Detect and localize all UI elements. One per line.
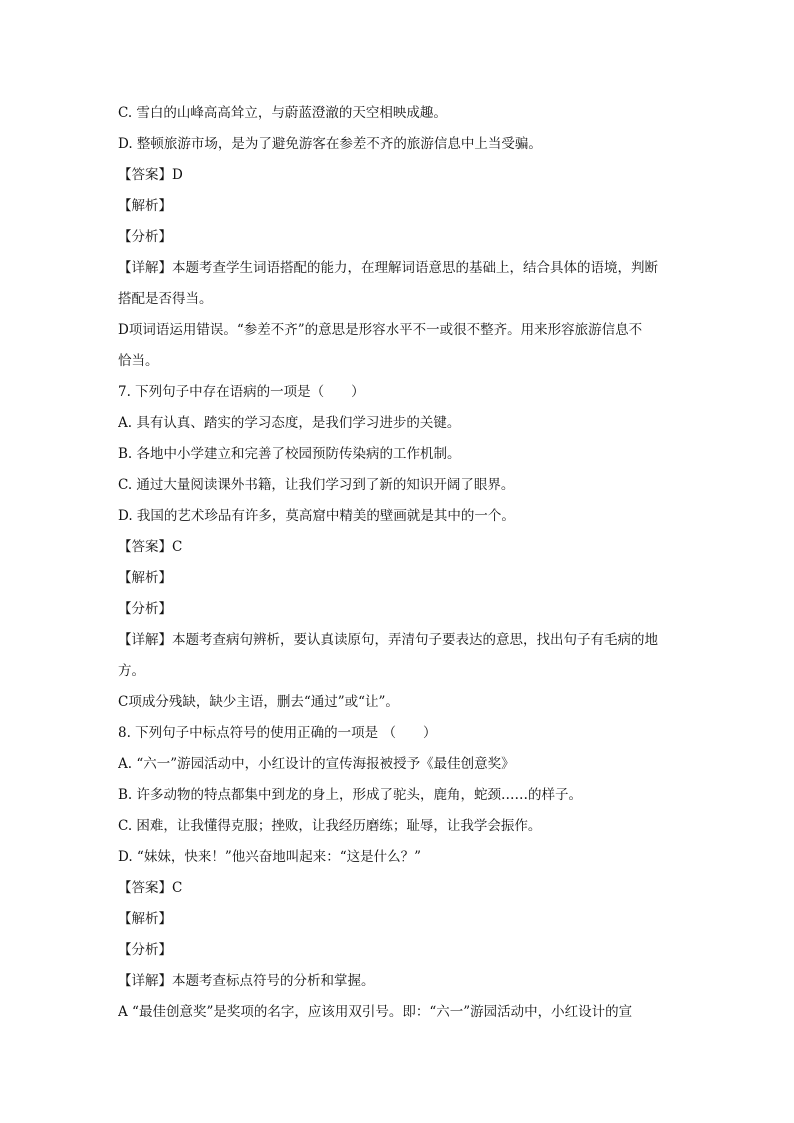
text-line: D. 我国的艺术珍品有许多，莫高窟中精美的壁画就是其中的一个。 xyxy=(118,508,515,524)
text-line: B. 各地中小学建立和完善了校园预防传染病的工作机制。 xyxy=(118,446,461,462)
text-line: 【答案】D xyxy=(118,167,183,183)
text-line: 方。 xyxy=(118,663,145,679)
text-line: C. 困难，让我懂得克服；挫败，让我经历磨练；耻辱，让我学会振作。 xyxy=(118,818,542,834)
text-line: 恰当。 xyxy=(118,353,159,369)
text-line: 【答案】C xyxy=(118,880,183,896)
text-line: 8. 下列句子中标点符号的使用正确的一项是 （ ） xyxy=(118,725,437,741)
text-line: D项词语运用错误。“参差不齐”的意思是形容水平不一或很不整齐。用来形容旅游信息不 xyxy=(118,322,643,338)
text-line: B. 许多动物的特点都集中到龙的身上，形成了驼头，鹿角，蛇颈……的样子。 xyxy=(118,787,583,803)
text-line: 【分析】 xyxy=(118,601,172,617)
text-line: C. 雪白的山峰高高耸立，与蔚蓝澄澈的天空相映成趣。 xyxy=(118,105,447,121)
text-line: C项成分残缺，缺少主语，删去“通过”或“让”。 xyxy=(118,694,399,710)
text-line: A “最佳创意奖”是奖项的名字，应该用双引号。即：“六一”游园活动中，小红设计的宣 xyxy=(118,1004,633,1020)
text-line: 【解析】 xyxy=(118,570,172,586)
document-body xyxy=(118,98,678,1028)
text-line: D. “妹妹，快来！”他兴奋地叫起来：“这是什么？” xyxy=(118,849,422,865)
text-line: A. “六一”游园活动中，小红设计的宣传海报被授予《最佳创意奖》 xyxy=(118,756,515,772)
text-line: 7. 下列句子中存在语病的一项是（ ） xyxy=(118,384,365,400)
text-line: 【答案】C xyxy=(118,539,183,555)
text-line: C. 通过大量阅读课外书籍，让我们学习到了新的知识开阔了眼界。 xyxy=(118,477,515,493)
text-line: 【分析】 xyxy=(118,229,172,245)
text-line: 搭配是否得当。 xyxy=(118,291,213,307)
text-line: 【详解】本题考查标点符号的分析和掌握。 xyxy=(118,973,375,989)
text-line: 【分析】 xyxy=(118,942,172,958)
text-line: 【详解】本题考查学生词语搭配的能力，在理解词语意思的基础上，结合具体的语境，判断 xyxy=(118,260,658,276)
text-line: 【解析】 xyxy=(118,911,172,927)
text-line: D. 整顿旅游市场，是为了避免游客在参差不齐的旅游信息中上当受骗。 xyxy=(118,136,542,152)
text-line: A. 具有认真、踏实的学习态度，是我们学习进步的关键。 xyxy=(118,415,461,431)
text-line: 【详解】本题考查病句辨析，要认真读原句，弄清句子要表达的意思，找出句子有毛病的地 xyxy=(118,632,658,648)
text-line: 【解析】 xyxy=(118,198,172,214)
